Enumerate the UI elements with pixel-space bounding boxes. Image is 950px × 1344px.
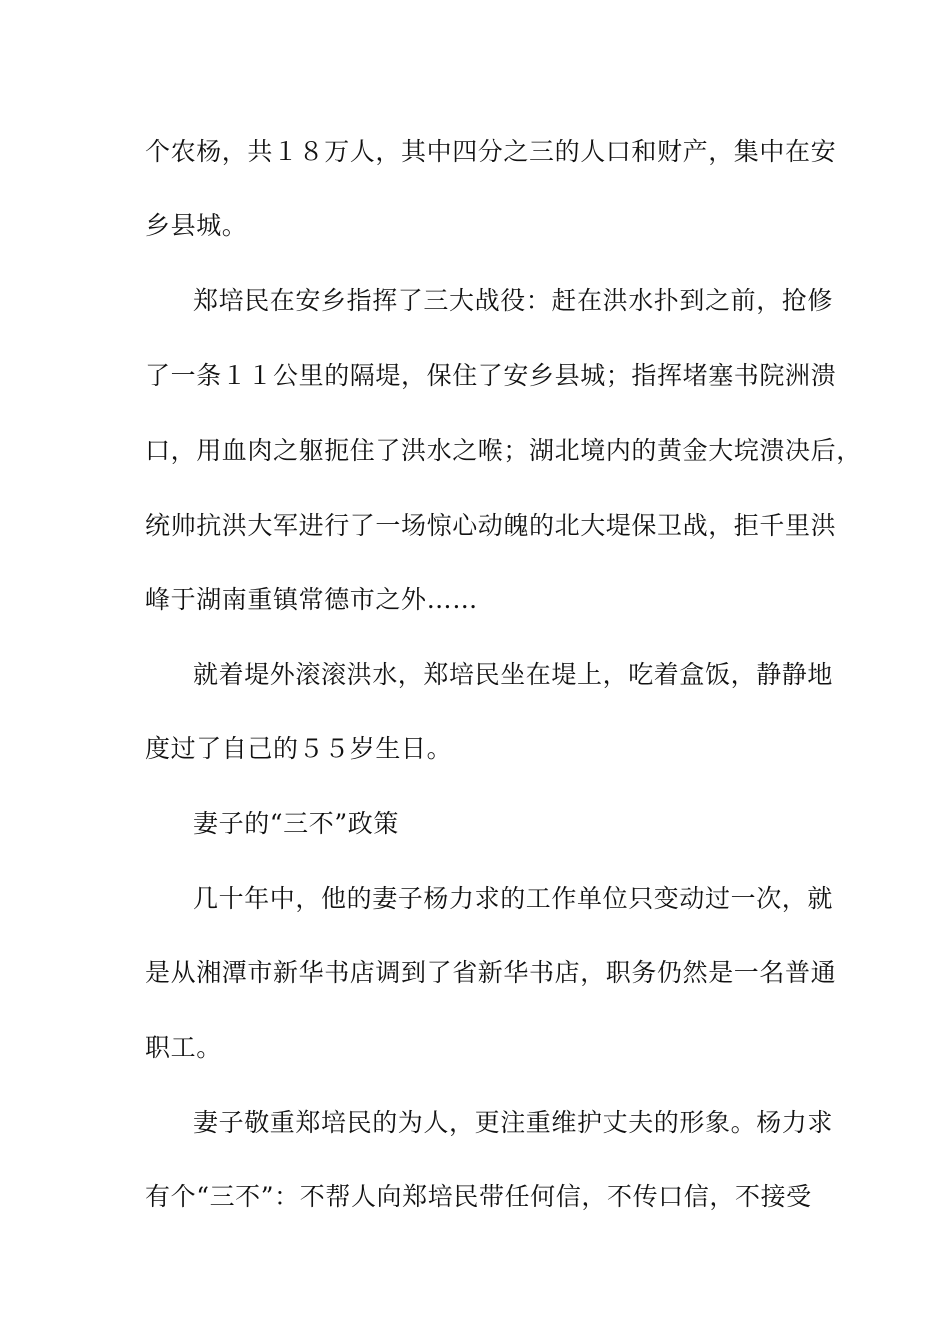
- text-line: 度过了自己的５５岁生日。: [145, 734, 453, 763]
- text-line: 职工。: [145, 1033, 222, 1062]
- text-line: 口，用血肉之躯扼住了洪水之喉；湖北境内的黄金大垸溃决后，: [145, 436, 862, 465]
- text-line: 峰于湖南重镇常德市之外……: [145, 585, 478, 614]
- section-heading: 妻子的“三不”政策: [193, 809, 399, 838]
- text-line: 乡县城。: [145, 211, 248, 240]
- text-line: 个农杨，共１８万人，其中四分之三的人口和财产，集中在安: [145, 137, 837, 166]
- paragraph-start-line: 几十年中，他的妻子杨力求的工作单位只变动过一次，就: [193, 884, 834, 913]
- paragraph-start-line: 郑培民在安乡指挥了三大战役：赶在洪水扑到之前，抢修: [193, 286, 834, 315]
- text-line: 了一条１１公里的隔堤，保住了安乡县城；指挥堵塞书院洲溃: [145, 361, 837, 390]
- paragraph-start-line: 妻子敬重郑培民的为人，更注重维护丈夫的形象。杨力求: [193, 1108, 834, 1137]
- text-line: 有个“三不”：不帮人向郑培民带任何信，不传口信，不接受: [145, 1182, 812, 1211]
- paragraph-start-line: 就着堤外滚滚洪水，郑培民坐在堤上，吃着盒饭，静静地: [193, 660, 834, 689]
- text-line: 是从湘潭市新华书店调到了省新华书店，职务仍然是一名普通: [145, 958, 837, 987]
- text-line: 统帅抗洪大军进行了一场惊心动魄的北大堤保卫战，拒千里洪: [145, 511, 837, 540]
